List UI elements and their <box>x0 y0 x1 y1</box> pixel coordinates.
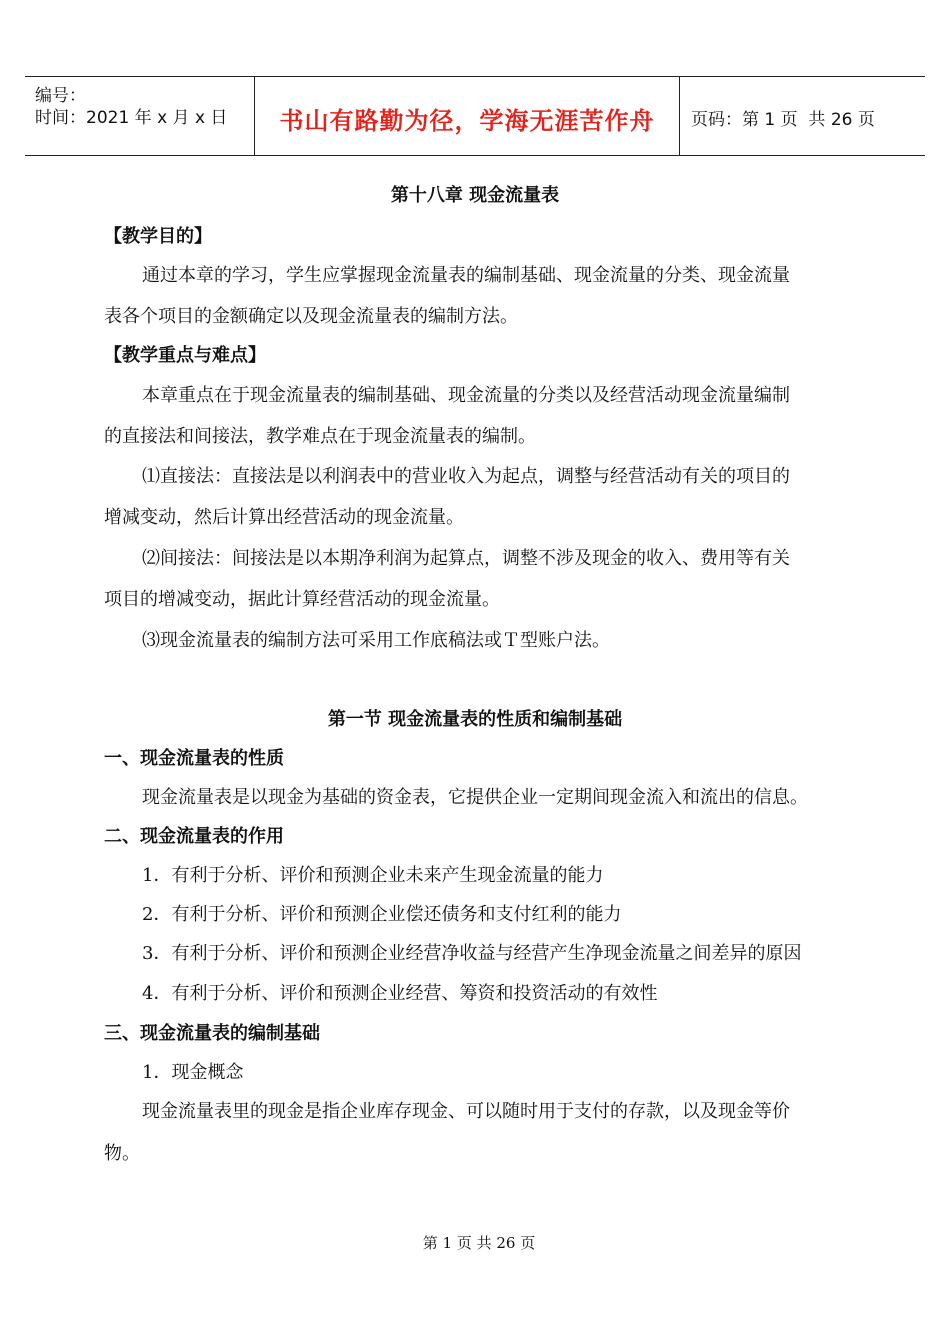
list-item: 1．有利于分析、评价和预测企业未来产生现金流量的能力 <box>142 865 604 886</box>
list-item: 4．有利于分析、评价和预测企业经营、筹资和投资活动的有效性 <box>142 983 658 1004</box>
subsection-1-heading: 一、现金流量表的性质 <box>104 748 284 769</box>
teaching-goal-text-line1: 通过本章的学习，学生应掌握现金流量表的编制基础、现金流量的分类、现金流量 <box>142 265 790 286</box>
header-motto-cell <box>255 77 680 155</box>
subsection-3-heading: 三、现金流量表的编制基础 <box>104 1023 320 1044</box>
list-item: 2．有利于分析、评价和预测企业偿还债务和支付红利的能力 <box>142 904 622 925</box>
section-title: 第一节 现金流量表的性质和编制基础 <box>327 709 623 730</box>
subsection-3-text-line1: 现金流量表里的现金是指企业库存现金、可以随时用于支付的存款，以及现金等价 <box>142 1101 790 1122</box>
direct-method-line1: ⑴直接法：直接法是以利润表中的营业收入为起点，调整与经营活动有关的项目的 <box>142 466 790 487</box>
list-item: 3．有利于分析、评价和预测企业经营净收益与经营产生净现金流量之间差异的原因 <box>142 943 802 964</box>
chapter-title: 第十八章 现金流量表 <box>390 185 560 206</box>
subsection-2-heading: 二、现金流量表的作用 <box>104 826 284 847</box>
indirect-method-line2: 项目的增减变动，据此计算经营活动的现金流量。 <box>104 589 500 610</box>
document-time-label: 时间：2021 年 x 月 x 日 <box>35 108 228 128</box>
teaching-goal-heading: 【教学目的】 <box>104 226 212 247</box>
key-points-text-line2: 的直接法和间接法，教学难点在于现金流量表的编制。 <box>104 426 536 447</box>
key-points-heading: 【教学重点与难点】 <box>104 345 266 366</box>
header-page-label: 页码：第 1 页 共 26 页 <box>691 110 875 130</box>
document-number-label: 编号： <box>35 86 86 106</box>
preparation-method-line: ⑶现金流量表的编制方法可采用工作底稿法或Ｔ型账户法。 <box>142 630 610 651</box>
indirect-method-line1: ⑵间接法：间接法是以本期净利润为起算点，调整不涉及现金的收入、费用等有关 <box>142 548 790 569</box>
subsection-1-text: 现金流量表是以现金为基础的资金表，它提供企业一定期间现金流入和流出的信息。 <box>142 787 808 808</box>
header-meta-cell <box>25 77 255 155</box>
subsection-3-item: 1．现金概念 <box>142 1062 244 1083</box>
page-footer: 第 1 页 共 26 页 <box>422 1234 536 1252</box>
teaching-goal-text-line2: 表各个项目的金额确定以及现金流量表的编制方法。 <box>104 306 518 327</box>
subsection-3-text-line2: 物。 <box>104 1143 140 1164</box>
header-page-cell <box>681 77 925 155</box>
key-points-text-line1: 本章重点在于现金流量表的编制基础、现金流量的分类以及经营活动现金流量编制 <box>142 385 790 406</box>
direct-method-line2: 增减变动，然后计算出经营活动的现金流量。 <box>104 507 464 528</box>
document-header <box>25 76 925 156</box>
header-motto: 书山有路勤为径，学海无涯苦作舟 <box>279 107 655 135</box>
